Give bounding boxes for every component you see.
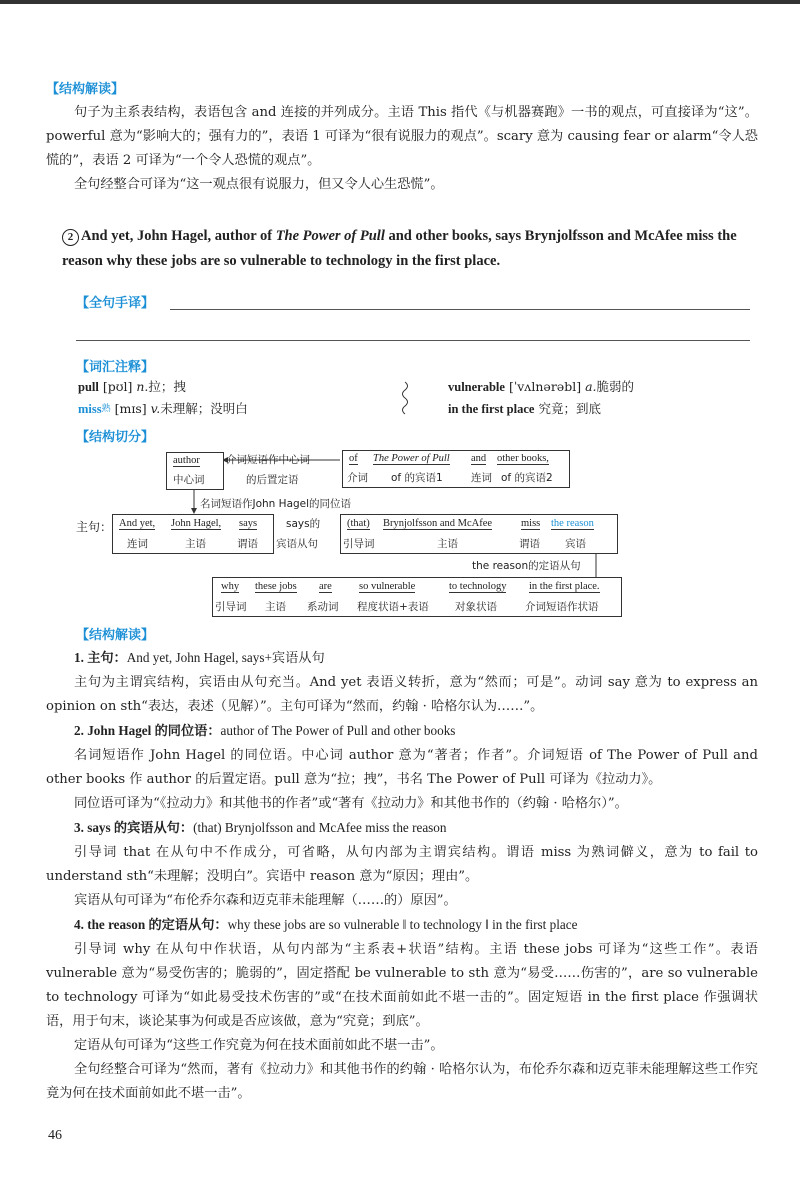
- relative-clause-box: why these jobs are so vulnerable to technology in the first place. 引导词 主语 系动词 程度状语+表语 对象状语 介词短语作状语: [212, 577, 622, 617]
- vocab-item: in the first place 究竟；到底: [448, 401, 601, 416]
- analysis-paragraph: 引导词 that 在从句中不作成分，可省略，从句内部为主谓宾结构。谓语 miss 为熟词僻义，意为 to fail to understand sth“未理解；没明白”。宾语中 reason 意为“原因；理由”。: [46, 845, 758, 884]
- familiar-mark: 熟: [101, 404, 111, 414]
- analysis-heading: 2. John Hagel 的同位语：author of The Power of Pull and other books: [74, 723, 456, 738]
- main-clause-box: And yet, John Hagel, says 连词 主语 谓语: [112, 514, 274, 554]
- diagram-note: 介词短语作中心词: [226, 454, 310, 466]
- analysis-paragraph: 同位语可译为“《拉动力》和其他书的作者”或“著有《拉动力》和其他书作的（约翰 · 哈格尔）”。: [74, 796, 628, 811]
- analysis-paragraph: 全句经整合可译为“然而，著有《拉动力》和其他书作的约翰 · 哈格尔认为，布伦乔尔森和迈克菲未能理解这些工作究竟为何在技术面前如此不堪一击”。: [46, 1062, 758, 1101]
- cut-header: 【结构切分】: [76, 430, 155, 445]
- appositive-note: 名词短语作John Hagel的同位语: [200, 498, 352, 510]
- analysis-paragraph: 名词短语作 John Hagel 的同位语。中心词 author 意为“著者；作者”。介词短语 of The Power of Pull and other books 作 author 的后置定语。pull 意为“拉；拽”，书名 The Power of Pull 可译为《拉动力》。: [46, 748, 758, 787]
- of-phrase-box: of The Power of Pull and other books, 介词 of 的宾语1 连词 of 的宾语2: [342, 450, 570, 488]
- diagram-note: the reason的定语从句: [472, 560, 581, 572]
- vocab-header: 【词汇注释】: [76, 360, 155, 375]
- object-clause-box: (that) Brynjolfsson and McAfee miss the reason 引导词 主语 谓语 宾语: [340, 514, 618, 554]
- analysis-paragraph: 引导词 why 在从句中作状语，从句内部为“主系表+状语”结构。主语 these jobs 可译为“这些工作”。表语 vulnerable 意为“易受伤害的；脆弱的”，固定搭配 be vulnerable to sth 意为“易受……伤害的”，are so vulnerable to technology 可译为“如此易受技术伤害的”或“在技术面前如此不堪一击的”。固定短语 in the first place 作强调状语，用于句末，谈论某事为何或是否应该做，意为“究竟；到底”。: [46, 942, 758, 1029]
- main-clause-label: 主句：: [76, 520, 113, 534]
- diagram-note: says的: [286, 518, 321, 530]
- analysis-body: [46, 646, 758, 1106]
- diagram-note: 宾语从句: [276, 538, 318, 550]
- diagram-note: 的后置定语: [246, 474, 299, 486]
- vocab-item: pull [pʊl] n.拉；拽: [78, 379, 186, 394]
- translate-header: 【全句手译】: [76, 296, 155, 311]
- analysis-paragraph: 定语从句可译为“这些工作究竟为何在技术面前如此不堪一击”。: [74, 1038, 444, 1053]
- analysis-paragraph: 宾语从句可译为“布伦乔尔森和迈克菲未能理解（……的）原因”。: [74, 893, 457, 908]
- analysis-paragraph: 主句为主谓宾结构，宾语由从句充当。And yet 表语义转折，意为“然而；可是”。动词 say 意为 to express an opinion on sth“表达，表述（见解）”。主句可译为“然而，约翰 · 哈格尔认为……”。: [46, 675, 758, 714]
- analysis-heading: 1. 主句：And yet, John Hagel, says+宾语从句: [74, 650, 325, 665]
- vocab-item: miss$^熟$ [mɪs] v.未理解；没明白: [78, 401, 248, 416]
- author-box: author 中心词: [166, 452, 224, 490]
- sentence-text: 2 And yet, John Hagel, author of The Power of Pull and other books, says Brynjolfsson and McAfee miss the reason why these jobs are so vulnerable to technology in the first place.: [62, 228, 737, 269]
- page-number: 46: [48, 1128, 62, 1143]
- analysis-heading: 4. the reason 的定语从句：why these jobs are so vulnerable ‖ to technology ‖ in the first place: [74, 917, 578, 932]
- analysis-header: 【结构解读】: [46, 82, 125, 97]
- vocab-item: vulnerable [ˈvʌlnərəbl] a.脆弱的: [448, 379, 635, 394]
- sentence-number: 2: [62, 229, 79, 246]
- analysis-heading: 3. says 的宾语从句：(that) Brynjolfsson and McAfee miss the reason: [74, 820, 447, 835]
- analysis-header: 【结构解读】: [76, 628, 155, 643]
- analysis-paragraph: 全句经整合可译为“这一观点很有说服力，但又令人心生恐慌”。: [74, 177, 444, 192]
- analysis-paragraph: 句子为主系表结构，表语包含 and 连接的并列成分。主语 This 指代《与机器赛跑》一书的观点，可直接译为“这”。powerful 意为“影响大的；强有力的”，表语 1 可译为“很有说服力的观点”。scary 意为 causing fear or alarm“令人恐慌的”，表语 2 可译为“一个令人恐慌的观点”。: [46, 105, 758, 168]
